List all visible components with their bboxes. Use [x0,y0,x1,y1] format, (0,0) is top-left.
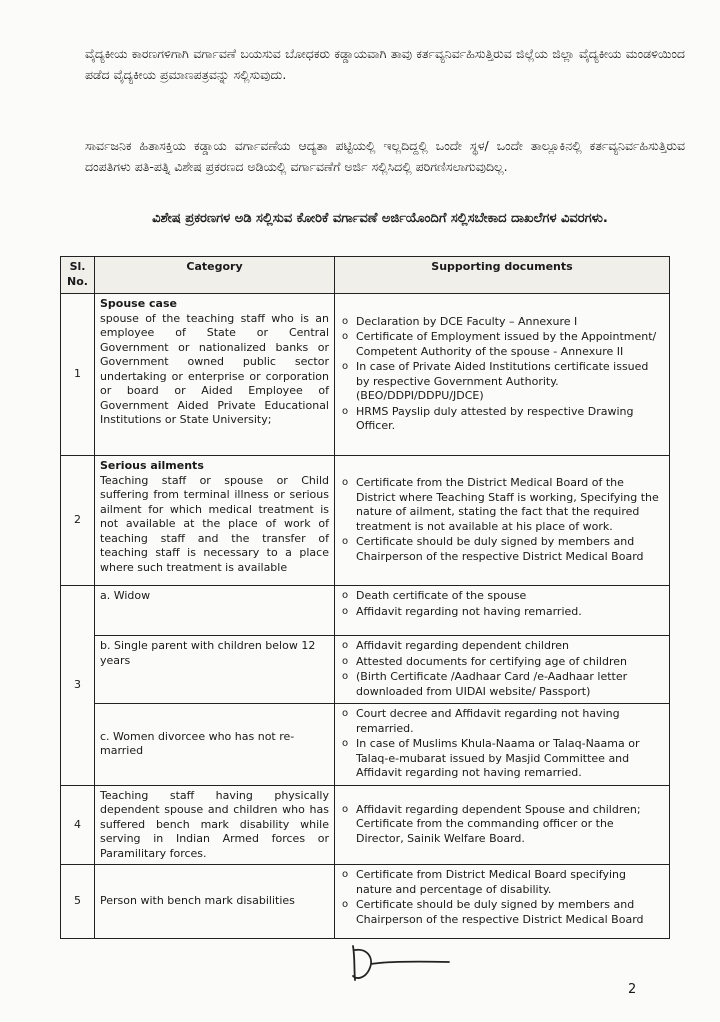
table-row [61,456,670,586]
document-item: o Affidavit regarding dependent children [356,639,664,654]
category-title: Spouse case [100,297,177,310]
document-item: o In case of Private Aided Institutions certificate issued by respective Government Authority. (BEO/DDPI/DDPU/JDCE) [356,360,664,404]
document-item: o Certificate of Employment issued by the Appointment/ Competent Authority of the spouse - Annexure II [356,330,664,359]
table-row [61,294,670,456]
row-category: b. Single parent with children below 12 years [95,636,335,704]
header-sl-no: Sl. No. [61,257,95,294]
table-header-row [61,257,670,294]
supporting-documents-table [60,256,670,939]
row-category [95,456,335,586]
category-title: Serious ailments [100,459,204,472]
row-sl-number: 3 [61,586,95,786]
table-row [61,636,670,704]
row-documents [335,704,670,786]
document-item: o Affidavit regarding dependent Spouse and children; Certificate from the commanding officer or the Director, Sainik Welfare Board. [356,803,664,847]
documents-list [340,589,664,619]
row-documents [335,785,670,865]
table-row [61,865,670,939]
document-item: o Certificate should be duly signed by members and Chairperson of the respective District Medical Board [356,535,664,564]
table-row [61,586,670,636]
row-sl-number: 4 [61,785,95,865]
documents-list [340,868,664,927]
documents-list [340,476,664,564]
table-heading: ವಿಶೇಷ ಪ್ರಕರಣಗಳ ಅಡಿ ಸಲ್ಲಿಸುವ ಕೋರಿಕೆ ವರ್ಗಾವಣೆ ಅರ್ಜಿಯೊಂದಿಗೆ ಸಲ್ಲಿಸಬೇಕಾದ ದಾಖಲೆಗಳ ವಿವರಗಳು. [152,211,608,226]
row-sl-number: 2 [61,456,95,586]
row-category: c. Women divorcee who has not re-married [95,704,335,786]
documents-list [340,315,664,434]
page-number: 2 [628,982,637,997]
document-item: o In case of Muslims Khula-Naama or Talaq-Naama or Talaq-e-mubarat issued by Masjid Committee and Affidavit regarding not having remarried. [356,737,664,781]
row-category: a. Widow [95,586,335,636]
row-documents [335,636,670,704]
document-item: o HRMS Payslip duly attested by respective Drawing Officer. [356,405,664,434]
document-item: o Court decree and Affidavit regarding not having remarried. [356,707,664,736]
category-text: spouse of the teaching staff who is an employee of State or Central Government or nationalized banks or Government owned public sector undertaking or enterprise or corporation or board or Aided Employee of Government Aided Private Educational Institutions or State University; [100,311,329,426]
document-item: o Declaration by DCE Faculty – Annexure I [356,315,664,330]
row-category: Person with bench mark disabilities [95,865,335,939]
document-item: o Affidavit regarding not having remarried. [356,605,664,620]
document-item: o Certificate from District Medical Board specifying nature and percentage of disability. [356,868,664,897]
documents-list [340,707,664,781]
document-item: o (Birth Certificate /Aadhaar Card /e-Aadhaar letter downloaded from UIDAI website/ Passport) [356,670,664,699]
header-supporting-documents: Supporting documents [335,257,670,294]
header-category: Category [95,257,335,294]
row-sl-number: 5 [61,865,95,939]
row-documents [335,294,670,456]
document-item: o Certificate from the District Medical Board of the District where Teaching Staff is working, Specifying the nature of ailment, stating the fact that the required treatment is not available at his place of work. [356,476,664,534]
document-item: o Attested documents for certifying age of children [356,655,664,670]
row-category [95,294,335,456]
table-row [61,785,670,865]
documents-list [340,639,664,699]
documents-list [340,803,664,847]
document-item: o Death certificate of the spouse [356,589,664,604]
row-documents [335,865,670,939]
document-item: o Certificate should be duly signed by members and Chairperson of the respective District Medical Board [356,898,664,927]
paragraph-spouse-rule: ಸಾರ್ವಜನಿಕ ಹಿತಾಸಕ್ತಿಯ ಕಡ್ಡಾಯ ವರ್ಗಾವಣೆಯ ಆದ್ಯತಾ ಪಟ್ಟಿಯಲ್ಲಿ ಇಲ್ಲದಿದ್ದಲ್ಲಿ ಒಂದೇ ಸ್ಥಳ/ ಒಂದೇ ತಾಲ್ಲೂಕಿನಲ್ಲಿ ಕರ್ತವ್ಯನಿರ್ವಹಿಸುತ್ತಿರುವ ದಂಪತಿಗಳು ಪತಿ-ಪತ್ನಿ ವಿಶೇಷ ಪ್ರಕರಣದ ಅಡಿಯಲ್ಲಿ ವರ್ಗಾವಣೆಗೆ ಅರ್ಜಿ ಸಲ್ಲಿಸಿದಲ್ಲಿ ಪರಿಗಣಿಸಲಾಗುವುದಿಲ್ಲ. [85,137,685,174]
row-documents [335,586,670,636]
category-text: Teaching staff or spouse or Child suffering from terminal illness or serious ailment for which medical treatment is not available at the place of work of teaching staff and the transfer of teaching staff is necessary to a place where such treatment is available [100,473,329,574]
signature-mark [345,940,455,985]
table-row [61,704,670,786]
paragraph-medical-certificate: ವೈದ್ಯಕೀಯ ಕಾರಣಗಳಿಗಾಗಿ ವರ್ಗಾವಣೆ ಬಯಸುವ ಬೋಧಕರು ಕಡ್ಡಾಯವಾಗಿ ತಾವು ಕರ್ತವ್ಯನಿರ್ವಹಿಸುತ್ತಿರುವ ಜಿಲ್ಲೆಯ ಜಿಲ್ಲಾ ವೈದ್ಯಕೀಯ ಮಂಡಳಿಯಿಂದ ಪಡೆದ ವೈದ್ಯಕೀಯ ಪ್ರಮಾಣಪತ್ರವನ್ನು ಸಲ್ಲಿಸುವುದು. [85,45,685,82]
row-sl-number: 1 [61,294,95,456]
row-documents [335,456,670,586]
row-category: Teaching staff having physically dependent spouse and children who has suffered bench mark disability while serving in Indian Armed forces or Paramilitary forces. [95,785,335,865]
